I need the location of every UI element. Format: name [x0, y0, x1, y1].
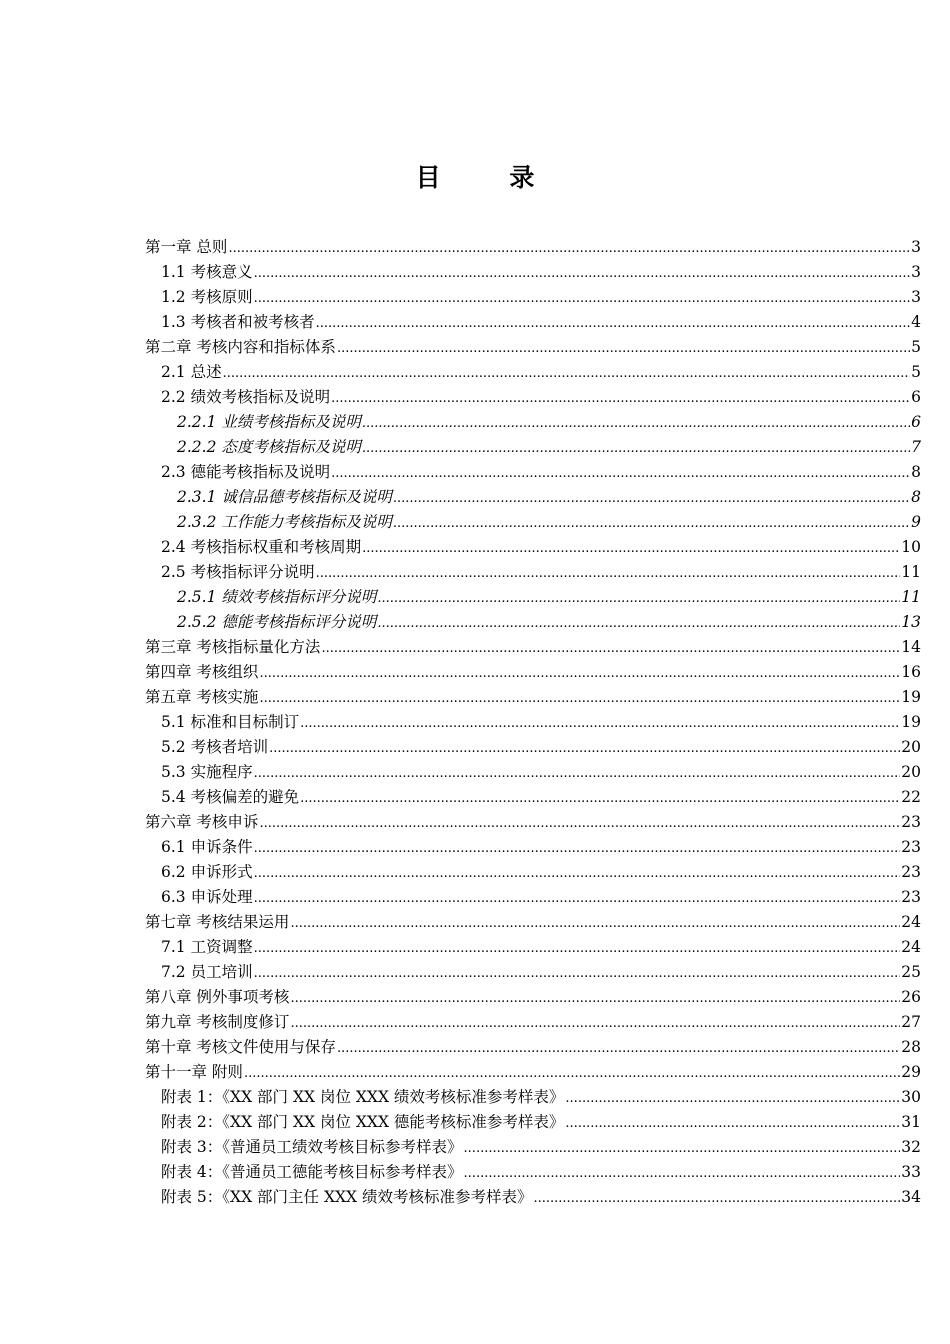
toc-entry-label: 2.5.1 绩效考核指标评分说明: [177, 588, 377, 606]
toc-entry-label: 5.2 考核者培训: [161, 738, 269, 756]
toc-leader-dots: [290, 985, 900, 1011]
toc-entry-label: 第二章 考核内容和指标体系: [145, 338, 336, 356]
toc-entry-page: 9: [911, 513, 921, 531]
toc-entry-label: 附表 5：《XX 部门主任 XXX 绩效考核标准参考样表》: [161, 1188, 533, 1206]
toc-leader-dots: [393, 510, 910, 536]
toc-leader-dots: [300, 710, 900, 736]
toc-leader-dots: [259, 810, 900, 836]
toc-entry-label: 第十一章 附则: [145, 1063, 243, 1081]
toc-entry[interactable]: [145, 260, 921, 285]
toc-entry-page: 26: [901, 988, 921, 1006]
toc-entry-label: 第十章 考核文件使用与保存: [145, 1038, 336, 1056]
toc-entry-page: 27: [901, 1013, 921, 1031]
toc-entry-page: 22: [901, 788, 921, 806]
toc-entry-page: 25: [901, 963, 921, 981]
toc-leader-dots: [362, 410, 910, 436]
page-title: 目 录: [415, 163, 565, 192]
toc-entry-label: 2.3.2 工作能力考核指标及说明: [177, 513, 392, 531]
toc-entry[interactable]: [145, 810, 921, 835]
toc-entry-label: 2.2 绩效考核指标及说明: [161, 388, 331, 406]
toc-leader-dots: [377, 610, 900, 636]
toc-entry[interactable]: [145, 835, 921, 860]
toc-leader-dots: [259, 660, 900, 686]
toc-entry[interactable]: [145, 560, 921, 585]
toc-entry-label: 5.4 考核偏差的避免: [161, 788, 300, 806]
toc-entry-label: 第一章 总则: [145, 238, 228, 256]
toc-entry[interactable]: [145, 660, 921, 685]
toc-entry-page: 5: [911, 338, 921, 356]
toc-entry-label: 第六章 考核申诉: [145, 813, 259, 831]
toc-leader-dots: [254, 260, 911, 286]
toc-entry[interactable]: [145, 1060, 921, 1085]
toc-leader-dots: [223, 360, 911, 386]
toc-entry-label: 第八章 例外事项考核: [145, 988, 290, 1006]
toc-entry-label: 2.2.2 态度考核指标及说明: [177, 438, 361, 456]
toc-entry-page: 13: [901, 613, 921, 631]
toc-entry-page: 34: [901, 1188, 921, 1206]
toc-entry-label: 2.3.1 诚信品德考核指标及说明: [177, 488, 392, 506]
toc-leader-dots: [565, 1085, 900, 1111]
toc-entry[interactable]: [145, 910, 921, 935]
toc-entry-page: 8: [911, 463, 921, 481]
toc-entry-page: 23: [901, 813, 921, 831]
toc-leader-dots: [393, 485, 910, 511]
toc-entry-label: 2.4 考核指标权重和考核周期: [161, 538, 362, 556]
toc-entry-label: 5.3 实施程序: [161, 763, 253, 781]
toc-leader-dots: [228, 235, 910, 261]
toc-entry[interactable]: [145, 935, 921, 960]
toc-entry-page: 29: [901, 1063, 921, 1081]
toc-entry-page: 24: [901, 938, 921, 956]
toc-entry-label: 第七章 考核结果运用: [145, 913, 290, 931]
toc-entry-page: 11: [901, 588, 921, 606]
toc-leader-dots: [254, 960, 901, 986]
toc-entry-page: 19: [901, 688, 921, 706]
toc-entry-page: 16: [901, 663, 921, 681]
toc-entry-page: 6: [911, 388, 921, 406]
toc-entry[interactable]: [145, 785, 921, 810]
toc-leader-dots: [290, 1010, 900, 1036]
toc-entry-label: 6.1 申诉条件: [161, 838, 253, 856]
toc-entry-page: 23: [901, 838, 921, 856]
toc-entry[interactable]: [145, 985, 921, 1010]
toc-leader-dots: [254, 835, 901, 861]
toc-entry[interactable]: [145, 685, 921, 710]
toc-entry[interactable]: [145, 760, 921, 785]
toc-entry-label: 附表 3：《普通员工绩效考核目标参考样表》: [161, 1138, 463, 1156]
toc-entry-page: 4: [911, 313, 921, 331]
toc-entry-page: 3: [911, 288, 921, 306]
toc-entry-page: 10: [901, 538, 921, 556]
toc-leader-dots: [254, 285, 911, 311]
toc-leader-dots: [254, 885, 901, 911]
toc-entry-page: 14: [901, 638, 921, 656]
table-of-contents: [145, 235, 921, 1210]
toc-entry[interactable]: [145, 960, 921, 985]
toc-entry[interactable]: [145, 1085, 921, 1110]
toc-leader-dots: [259, 685, 900, 711]
toc-entry[interactable]: [145, 410, 921, 435]
toc-entry[interactable]: [145, 585, 921, 610]
toc-entry-label: 第三章 考核指标量化方法: [145, 638, 321, 656]
toc-entry-page: 20: [901, 763, 921, 781]
toc-entry[interactable]: [145, 535, 921, 560]
toc-entry-page: 30: [901, 1088, 921, 1106]
toc-entry-page: 7: [911, 438, 921, 456]
toc-entry[interactable]: [145, 735, 921, 760]
toc-entry-label: 2.3 德能考核指标及说明: [161, 463, 331, 481]
toc-leader-dots: [321, 635, 900, 661]
toc-leader-dots: [464, 1135, 901, 1161]
toc-leader-dots: [316, 560, 901, 586]
toc-entry[interactable]: [145, 635, 921, 660]
toc-entry-page: 3: [911, 263, 921, 281]
toc-entry[interactable]: [145, 1185, 921, 1210]
toc-entry[interactable]: [145, 485, 921, 510]
toc-entry-page: 24: [901, 913, 921, 931]
toc-entry[interactable]: [145, 1010, 921, 1035]
toc-leader-dots: [534, 1185, 901, 1211]
toc-entry[interactable]: [145, 610, 921, 635]
toc-entry-page: 19: [901, 713, 921, 731]
toc-entry[interactable]: [145, 710, 921, 735]
toc-entry[interactable]: [145, 285, 921, 310]
toc-leader-dots: [331, 385, 910, 411]
toc-entry[interactable]: [145, 1135, 921, 1160]
toc-entry[interactable]: [145, 460, 921, 485]
toc-entry[interactable]: [145, 1160, 921, 1185]
toc-entry-label: 第四章 考核组织: [145, 663, 259, 681]
toc-entry-label: 2.5.2 德能考核指标评分说明: [177, 613, 377, 631]
toc-entry[interactable]: [145, 335, 921, 360]
toc-entry-label: 1.1 考核意义: [161, 263, 253, 281]
toc-entry-page: 28: [901, 1038, 921, 1056]
toc-entry-label: 2.2.1 业绩考核指标及说明: [177, 413, 361, 431]
toc-entry-label: 2.1 总述: [161, 363, 222, 381]
toc-entry-label: 6.2 申诉形式: [161, 863, 253, 881]
toc-entry-label: 第九章 考核制度修订: [145, 1013, 290, 1031]
toc-leader-dots: [362, 535, 900, 561]
toc-entry-page: 5: [911, 363, 921, 381]
toc-leader-dots: [464, 1160, 901, 1186]
toc-entry-page: 6: [911, 413, 921, 431]
toc-entry-page: 31: [901, 1113, 921, 1131]
toc-leader-dots: [331, 460, 910, 486]
toc-entry-label: 7.1 工资调整: [161, 938, 253, 956]
toc-entry-label: 附表 2：《XX 部门 XX 岗位 XXX 德能考核标准参考样表》: [161, 1113, 565, 1131]
toc-leader-dots: [300, 785, 900, 811]
toc-leader-dots: [254, 760, 901, 786]
toc-leader-dots: [362, 435, 910, 461]
toc-leader-dots: [337, 335, 910, 361]
toc-entry-page: 23: [901, 888, 921, 906]
toc-entry[interactable]: [145, 885, 921, 910]
toc-entry[interactable]: [145, 385, 921, 410]
toc-leader-dots: [254, 860, 901, 886]
toc-entry-label: 7.2 员工培训: [161, 963, 253, 981]
toc-entry-label: 附表 1：《XX 部门 XX 岗位 XXX 绩效考核标准参考样表》: [161, 1088, 565, 1106]
toc-entry[interactable]: [145, 360, 921, 385]
toc-entry[interactable]: [145, 310, 921, 335]
toc-entry-page: 33: [901, 1163, 921, 1181]
toc-leader-dots: [377, 585, 900, 611]
toc-leader-dots: [254, 935, 901, 961]
toc-entry[interactable]: [145, 510, 921, 535]
toc-entry-page: 32: [901, 1138, 921, 1156]
toc-entry[interactable]: [145, 435, 921, 460]
toc-entry-page: 11: [901, 563, 921, 581]
toc-entry-label: 1.3 考核者和被考核者: [161, 313, 315, 331]
toc-leader-dots: [337, 1035, 900, 1061]
toc-leader-dots: [565, 1110, 900, 1136]
toc-entry-label: 附表 4：《普通员工德能考核目标参考样表》: [161, 1163, 463, 1181]
toc-entry-label: 5.1 标准和目标制订: [161, 713, 300, 731]
toc-leader-dots: [316, 310, 911, 336]
toc-entry-page: 8: [911, 488, 921, 506]
toc-entry[interactable]: [145, 860, 921, 885]
toc-entry-page: 3: [911, 238, 921, 256]
toc-entry[interactable]: [145, 1035, 921, 1060]
toc-entry[interactable]: [145, 1110, 921, 1135]
toc-entry-label: 1.2 考核原则: [161, 288, 253, 306]
toc-entry-page: 23: [901, 863, 921, 881]
toc-entry[interactable]: [145, 235, 921, 260]
toc-leader-dots: [269, 735, 900, 761]
toc-leader-dots: [290, 910, 900, 936]
toc-entry-label: 6.3 申诉处理: [161, 888, 253, 906]
toc-entry-page: 20: [901, 738, 921, 756]
toc-entry-label: 2.5 考核指标评分说明: [161, 563, 315, 581]
toc-leader-dots: [244, 1060, 900, 1086]
toc-entry-label: 第五章 考核实施: [145, 688, 259, 706]
